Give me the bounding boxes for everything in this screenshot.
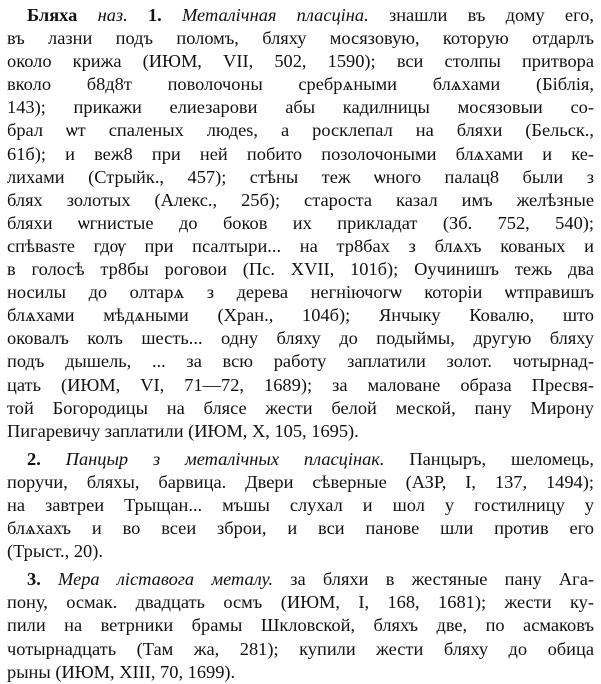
sense-3-number: 3.: [27, 569, 41, 590]
text-line: вколо б8д8т поволочоны сребрѧными блѧхами (Біблія,: [7, 74, 594, 95]
text-line: носилы до олтарѧ з дерева негнiючогѡ которiи ѡтправишъ: [7, 282, 594, 303]
sense-1-gloss: Металічная пласціна.: [181, 5, 369, 25]
text-line: на завтреи Трыщан... мъшы слухал и шол у гостилницу у: [7, 494, 594, 515]
part-of-speech: наз.: [97, 5, 128, 25]
text-line: 61б); и веж8 при ней побито позолочоными блѧхами и ке-: [7, 143, 594, 164]
text-line: въ лазни подъ поломъ, бляху мосязовую, которую отдарлъ: [7, 28, 594, 49]
sense-3: [7, 568, 594, 683]
text-line: оковалъ колъ шесть... одну бляху до подыймы, другую бляху: [7, 328, 594, 349]
text-line: пону, осмак. двадцать осмъ (ИЮМ, I, 168, 1681); жести ку-: [7, 592, 594, 613]
text-line: чотырнадцать (Там жа, 281); купили жести бляху до обица: [7, 638, 594, 659]
sense-2: [7, 448, 594, 563]
text-line: подъ дышель, ... за всю работу заплатили золот. чотырнад-: [7, 351, 594, 372]
text-line: брал ѡт спаленых людеѕ, а росклепал на бляхи (Бельск.,: [7, 120, 594, 141]
text-line: блѧхами мѣдѧными (Хран., 104б); Янчыку Ковалю, што: [7, 305, 594, 326]
sense-1-number: 1.: [147, 5, 162, 25]
text-line: (Трыст., 20).: [7, 541, 103, 562]
text-line: спѣваѕте гдѹ при псалтыри... на тр8бах з блѧхъ кованых и: [7, 235, 594, 256]
text-line: около крижа (ИЮМ, VII, 502, 1590); вси столпы притвора: [7, 51, 594, 72]
text-line: знашли въ дому его,: [368, 5, 594, 25]
text-line: лихами (Стрыйк., 457); стѣны теж ѡного палац8 были з: [7, 166, 594, 187]
sense-2-first-line: [7, 448, 594, 471]
text-line: поручи, бляхы, барвица. Двери сѣверные (АЗР, I, 137, 1494);: [7, 471, 594, 492]
text-line: 143); прикажи елиезарови абы кадилницы мосязовыи со-: [7, 97, 594, 118]
sense-3-first-line: [7, 568, 594, 591]
text-line: той Богородицы на блясе жести белой меской, пану Мирону: [7, 397, 594, 418]
text-line: Пигаревичу заплатили (ИЮМ, X, 105, 1695).: [7, 420, 359, 441]
text-line: пили на ветрники брамы Шкловской, бляхъ две, по асмаковъ: [7, 615, 594, 636]
text-line: Панцыръ, шеломець,: [384, 448, 594, 469]
text-line: в голосѣ тр8бы роговои (Пс. XVII, 101б); Оучинишъ тежь два: [7, 259, 594, 280]
text-line: блѧхахъ и во всеи зброи, и вси панове шли против его: [7, 518, 594, 539]
sense-1-first-line: [7, 4, 594, 27]
sense-2-gloss: Панцыр з металічных пласцінак.: [65, 448, 385, 469]
sense-3-gloss: Мера ліставога металу.: [58, 569, 274, 590]
headword: Бляха: [27, 5, 78, 25]
text-line: блях золотых (Алекс., 25б); староста казал имъ желѣзные: [7, 189, 594, 210]
sense-2-number: 2.: [27, 448, 41, 469]
text-line: за бляхи в жестяные пану Ага-: [273, 569, 594, 590]
sense-1: [7, 4, 594, 443]
text-line: рыны (ИЮМ, XIII, 70, 1699).: [7, 661, 236, 682]
text-line: бляхи ѡгнистые до боков их прикладат (Зб. 752, 540);: [7, 212, 594, 233]
text-line: цать (ИЮМ, VI, 71—72, 1689); за маловане образа Пресвя-: [7, 374, 594, 395]
